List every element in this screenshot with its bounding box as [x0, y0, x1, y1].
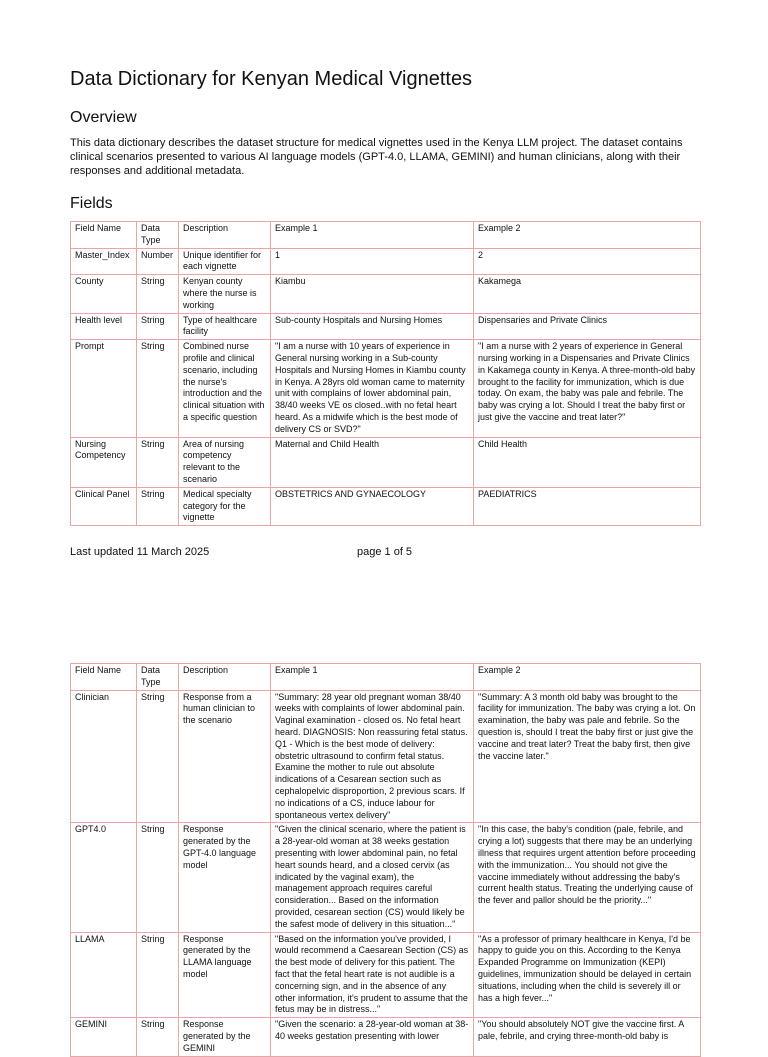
table-cell: Number	[137, 248, 179, 275]
table-cell: Response from a human clinician to the scenario	[179, 690, 271, 823]
table-cell: GPT4.0	[71, 823, 137, 932]
table-cell: Combined nurse profile and clinical scenario, including the nurse's introduction and the clinical situation with a specific question	[179, 340, 271, 437]
table-header-row	[71, 664, 701, 691]
table-cell: Clinician	[71, 690, 137, 823]
table-cell: OBSTETRICS AND GYNAECOLOGY	[271, 487, 474, 525]
table-cell: Kakamega	[474, 275, 701, 313]
table-cell: "Summary: 28 year old pregnant woman 38/40 weeks with complaints of lower abdominal pain. Vaginal examination - closed os. No fetal heart heard. DIAGNOSIS: Non reassuring fetal status. Q1 - Which is the best mode of delivery: obstetric ultrasound to confirm fetal status. Examine the mother to rule out absolute indications of a Cesarean section such as cephalopelvic disproportion, 2 previous scars. If no indications of a CS, induce labour for spontaneous vertex delivery"	[271, 690, 474, 823]
fields-table-page-1	[70, 221, 701, 526]
fields-heading: Fields	[70, 195, 113, 212]
table-row	[71, 1018, 701, 1056]
table-cell: String	[137, 340, 179, 437]
table-cell: Unique identifier for each vignette	[179, 248, 271, 275]
table-cell: Prompt	[71, 340, 137, 437]
table-row	[71, 275, 701, 313]
table-header-cell: Field Name	[71, 664, 137, 691]
table-cell: String	[137, 1018, 179, 1056]
table-cell: 2	[474, 248, 701, 275]
table-cell: String	[137, 437, 179, 487]
table-header-cell: Field Name	[71, 222, 137, 249]
table-cell: 1	[271, 248, 474, 275]
table-header-cell: Example 1	[271, 222, 474, 249]
table-cell: "In this case, the baby's condition (pale, febrile, and crying a lot) suggests that there may be an underlying illness that requires urgent attention before proceeding with the immunization... You should not give the vaccine immediately without addressing the baby's current health status. Treating the underlying cause of the fever and pallor should be the priority..."	[474, 823, 701, 932]
table-header-cell: Description	[179, 222, 271, 249]
table-cell: Health level	[71, 313, 137, 340]
table-cell: County	[71, 275, 137, 313]
table-cell: Nursing Competency	[71, 437, 137, 487]
table-header-row	[71, 222, 701, 249]
last-updated: Last updated 11 March 2025	[70, 546, 210, 558]
table-cell: Medical specialty category for the vignette	[179, 487, 271, 525]
table-row	[71, 340, 701, 437]
table-cell: Type of healthcare facility	[179, 313, 271, 340]
fields-table-page-2	[70, 663, 701, 1057]
table-cell: "Based on the information you've provided, I would recommend a Caesarean Section (CS) as the best mode of delivery for this patient. The fact that the fetal heart rate is not audible is a concerning sign, and in the absence of any other information, it's prudent to assume that the fetus may be in distress..."	[271, 932, 474, 1018]
table-cell: String	[137, 275, 179, 313]
table-cell: "You should absolutely NOT give the vaccine first. A pale, febrile, and crying three-month-old baby is	[474, 1018, 701, 1056]
table-header-cell: Data Type	[137, 664, 179, 691]
table-row	[71, 690, 701, 823]
table-cell: Response generated by the GPT-4.0 language model	[179, 823, 271, 932]
table-cell: "I am a nurse with 2 years of experience in General nursing working in a Dispensaries and Private Clinics in Kakamega county in Kenya. A three-month-old baby brought to the facility for immunization, which is due today. On exam, the baby was pale and febrile. The baby was crying a lot. Should I treat the baby first or just give the vaccine and treat later?"	[474, 340, 701, 437]
table-cell: String	[137, 823, 179, 932]
table-cell: String	[137, 932, 179, 1018]
table-cell: String	[137, 487, 179, 525]
table-cell: Maternal and Child Health	[271, 437, 474, 487]
table-cell: Master_Index	[71, 248, 137, 275]
document-title: Data Dictionary for Kenyan Medical Vignettes	[70, 68, 473, 90]
table-cell: LLAMA	[71, 932, 137, 1018]
table-header-cell: Data Type	[137, 222, 179, 249]
table-cell: Kiambu	[271, 275, 474, 313]
table-cell: Sub-county Hospitals and Nursing Homes	[271, 313, 474, 340]
table-row	[71, 932, 701, 1018]
table-header-cell: Description	[179, 664, 271, 691]
table-cell: "Given the scenario: a 28-year-old woman at 38-40 weeks gestation presenting with lower	[271, 1018, 474, 1056]
table-cell: Clinical Panel	[71, 487, 137, 525]
table-row	[71, 823, 701, 932]
table-cell: "Summary: A 3 month old baby was brought to the facility for immunization. The baby was crying a lot. On examination, the baby was pale and febrile. So the question is, should I treat the baby first or just give the vaccine and treat later? Treat the baby first, then give the vaccine later."	[474, 690, 701, 823]
table-cell: Dispensaries and Private Clinics	[474, 313, 701, 340]
table-cell: PAEDIATRICS	[474, 487, 701, 525]
table-cell: Child Health	[474, 437, 701, 487]
table-cell: Area of nursing competency relevant to the scenario	[179, 437, 271, 487]
table-cell: GEMINI	[71, 1018, 137, 1056]
table-row	[71, 248, 701, 275]
table-header-cell: Example 1	[271, 664, 474, 691]
table-cell: "I am a nurse with 10 years of experience in General nursing working in a Sub-county Hospitals and Nursing Homes in Kiambu county in Kenya. A 28yrs old woman came to maternity unit with complains of lower abdominal pain, 38/40 weeks VE os closed..with no fetal heart heard. As a midwife which is the best mode of delivery CS or SVD?"	[271, 340, 474, 437]
overview-heading: Overview	[70, 109, 137, 126]
table-cell: String	[137, 313, 179, 340]
overview-paragraph: This data dictionary describes the dataset structure for medical vignettes used in the Kenya LLM project. The dataset contains clinical scenarios presented to various AI language models (GPT-4.0, LLAMA, GEMINI) and human clinicians, along with their responses and additional metadata.	[70, 137, 683, 177]
table-cell: Kenyan county where the nurse is working	[179, 275, 271, 313]
table-header-cell: Example 2	[474, 222, 701, 249]
table-cell: "As a professor of primary healthcare in Kenya, I'd be happy to guide you on this. According to the Kenya Expanded Programme on Immunization (KEPI) guidelines, immunization should be delayed in certain situations, including when the child is severely ill or has a high fever..."	[474, 932, 701, 1018]
table-row	[71, 313, 701, 340]
table-cell: Response generated by the GEMINI	[179, 1018, 271, 1056]
table-cell: Response generated by the LLAMA language model	[179, 932, 271, 1018]
table-row	[71, 437, 701, 487]
page-number: page 1 of 5	[357, 546, 413, 558]
table-row	[71, 487, 701, 525]
table-cell: "Given the clinical scenario, where the patient is a 28-year-old woman at 38 weeks gestation presenting with lower abdominal pain, no fetal heart sounds heard, and a closed cervix (as indicated by the vaginal exam), the management approach requires careful consideration... Based on the information provided, cesarean section (CS) would likely be the safest mode of delivery in this situation..."	[271, 823, 474, 932]
table-cell: String	[137, 690, 179, 823]
table-header-cell: Example 2	[474, 664, 701, 691]
